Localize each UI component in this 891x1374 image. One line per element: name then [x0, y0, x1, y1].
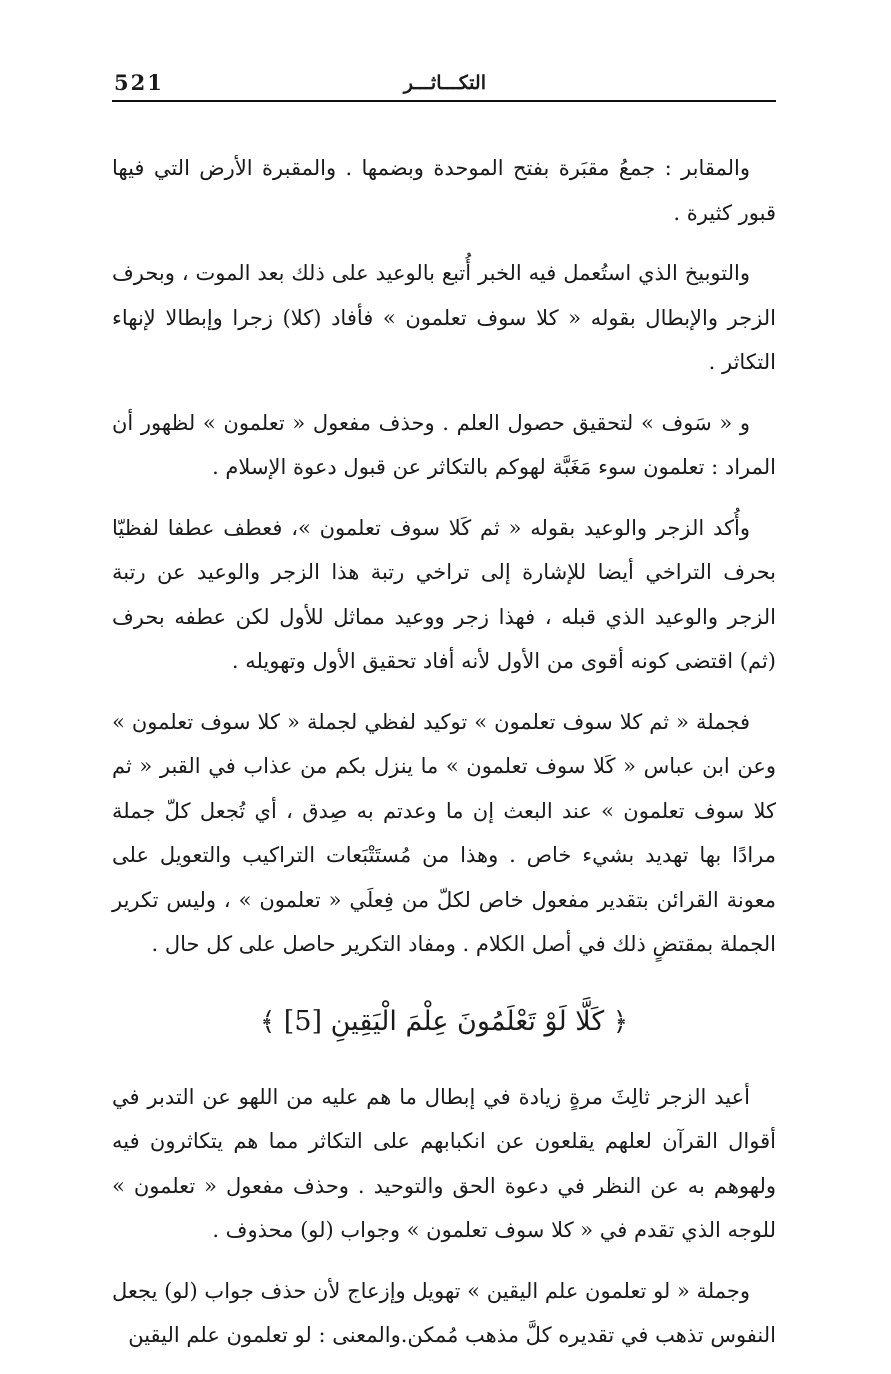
paragraph: والمقابر : جمعُ مقبَرة بفتح الموحدة وبضمها . والمقبرة الأرض التي فيها قبور كثيرة .: [112, 156, 776, 225]
paragraph: وجملة « لو تعلمون علم اليقين » تهويل وإزعاج لأن حذف جواب (لو) يجعل النفوس تذهب في تقديره كلَّ مذهب مُمكن.والمعنى : لو تعلمون علم اليقين: [112, 1278, 776, 1347]
page-body: [112, 146, 776, 1374]
paragraph: أعيد الزجر ثالِثَ مرةٍ زيادة في إبطال ما هم عليه من اللهو عن التدبر في أقوال القرآن لعلهم يقلعون عن انكبابهم على التكاثر مما هم يتكاثرون فيه ولهوهم به عن النظر في دعوة الحق والتوحيد . وحذف مفعول « تعلمون » للوجه الذي تقدم في « كلا سوف تعلمون » وجواب (لو) محذوف .: [112, 1084, 776, 1242]
page-number: 521: [114, 70, 164, 95]
verse-close-bracket: ﴾: [259, 1006, 276, 1037]
page-header: [112, 68, 776, 102]
verse-open-bracket: ﴿: [612, 1006, 629, 1037]
verse-text: كَلَّا لَوْ تَعْلَمُونَ عِلْمَ الْيَقِينِ [5]: [283, 1005, 605, 1037]
quran-verse: [112, 997, 776, 1047]
paragraph: والتوبيخ الذي استُعمل فيه الخبر أُتبع بالوعيد على ذلك بعد الموت ، وبحرف الزجر والإبطال بقوله « كلا سوف تعلمون » فأفاد (كلا) زجرا وإبطالا لإنهاء التكاثر .: [112, 261, 776, 374]
paragraph: وأُكد الزجر والوعيد بقوله « ثم كَلا سوف تعلمون »، فعطف عطفا لفظيّا بحرف التراخي أيضا للإشارة إلى تراخي رتبة هذا الزجر والوعيد عن رتبة الزجر والوعيد الذي قبله ، فهذا زجر ووعيد مماثل للأول لكن عطفه بحرف (ثم) اقتضى كونه أقوى من الأول لأنه أفاد تحقيق الأول وتهويله .: [112, 515, 776, 673]
paragraph: فجملة « ثم كلا سوف تعلمون » توكيد لفظي لجملة « كلا سوف تعلمون » وعن ابن عباس « كَلا سوف تعلمون » ما ينزل بكم من عذاب في القبر « ثم كلا سوف تعلمون » عند البعث إن ما وعدتم به صِدق ، أي تُجعل كلّ جملة مرادًا بها تهديد بشيء خاص . وهذا من مُستَتْبَعات التراكيب والتعويل على معونة القرائن بتقدير مفعول خاص لكلّ من فِعلَي « تعلمون » ، وليس تكرير الجملة بمقتضٍ ذلك في أصل الكلام . ومفاد التكرير حاصل على كل حال .: [112, 709, 776, 956]
paragraph: و « سَوف » لتحقيق حصول العلم . وحذف مفعول « تعلمون » لظهور أن المراد : تعلمون سوء مَغَبَّة لهوكم بالتكاثر عن قبول دعوة الإسلام .: [112, 410, 776, 479]
running-title: التكـــاثـــر: [403, 72, 486, 94]
